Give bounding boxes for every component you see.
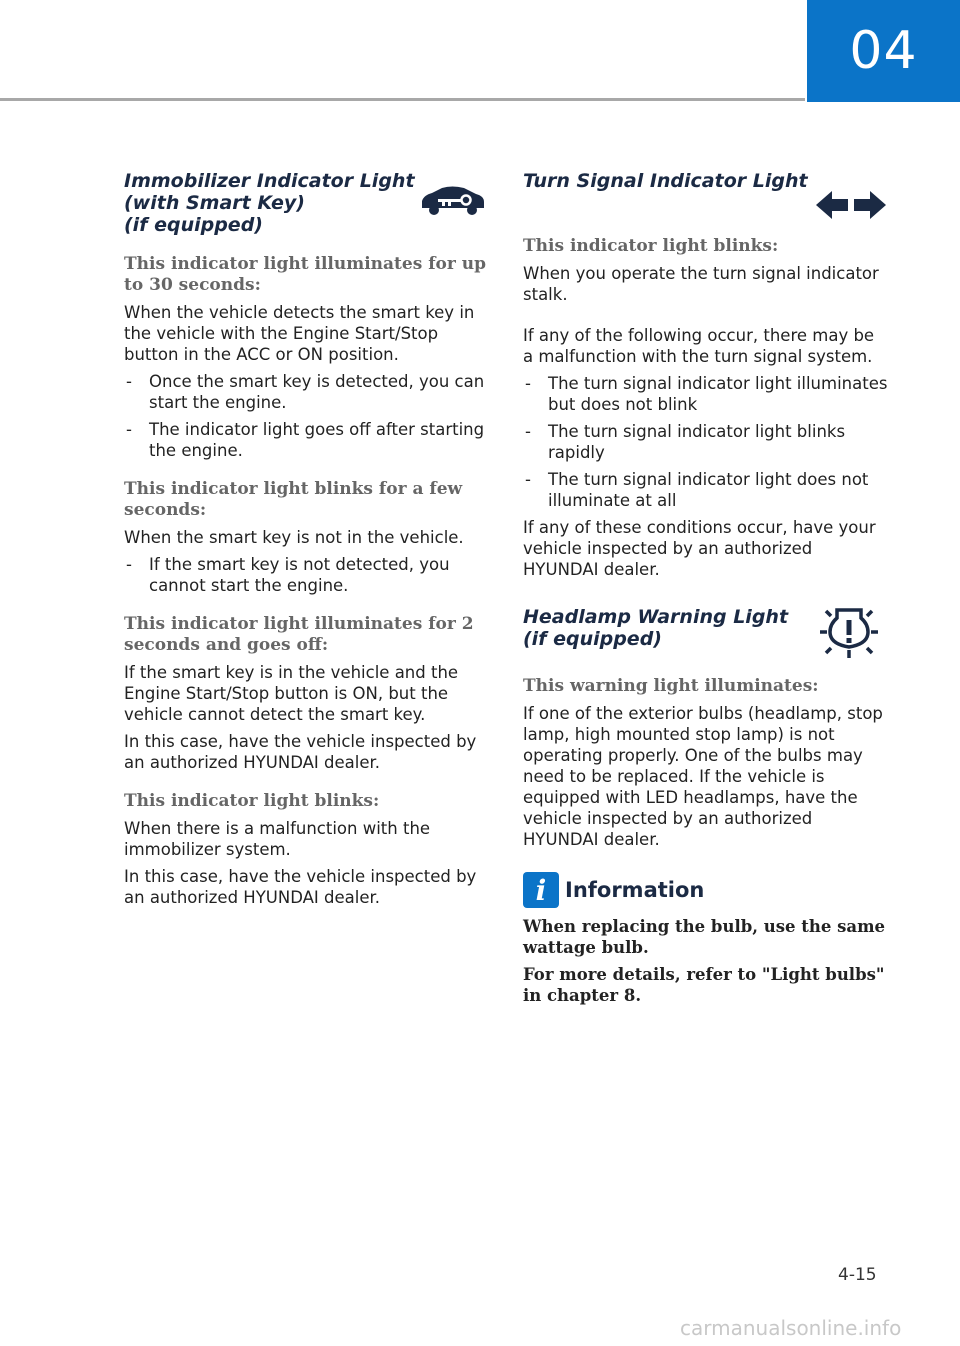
paragraph: If one of the exterior bulbs (headlamp, stop lamp, high mounted stop lamp) is not operating properly. One of the bulbs may need to be replaced. If the vehicle is equipped with LED headlamps, have the vehicle inspected by an authorized HYUNDAI dealer. [523, 704, 883, 849]
turn-signal-section-header [523, 170, 888, 192]
paragraph: In this case, have the vehicle inspected by an authorized HYUNDAI dealer. [124, 732, 477, 772]
paragraph: If the smart key is in the vehicle and the Engine Start/Stop button is ON, but the vehicle cannot detect the smart key. [124, 663, 459, 724]
paragraph: In this case, have the vehicle inspected by an authorized HYUNDAI dealer. [124, 867, 477, 907]
subhead: This indicator light illuminates for 2 seconds and goes off: [124, 614, 474, 655]
bullet-item: - The indicator light goes off after starting the engine. [124, 419, 488, 461]
headlamp-warning-icon [818, 600, 880, 660]
paragraph: If any of the following occur, there may be a malfunction with the turn signal system. [523, 326, 875, 366]
information-title: Information [565, 878, 705, 902]
bullet-item: - The turn signal indicator light blinks rapidly [523, 421, 888, 463]
right-column [523, 170, 888, 1012]
turn-signal-title: Turn Signal Indicator Light [523, 170, 808, 192]
bullet-item: - The turn signal indicator light does not illuminate at all [523, 469, 888, 511]
information-header [523, 872, 888, 908]
paragraph: When you operate the turn signal indicator stalk. [523, 264, 879, 304]
page-number: 4-15 [838, 1265, 877, 1285]
chapter-tab: 04 [807, 0, 960, 102]
watermark: carmanualsonline.info [680, 1316, 902, 1340]
paragraph: When the vehicle detects the smart key in the vehicle with the Engine Start/Stop button in the ACC or ON position. [124, 303, 475, 364]
information-icon: i [523, 872, 559, 908]
immobilizer-title: Immobilizer Indicator Light (with Smart Key) (if equipped) [124, 170, 415, 236]
headlamp-title: Headlamp Warning Light (if equipped) [523, 606, 789, 650]
information-text: When replacing the bulb, use the same wattage bulb. [523, 917, 886, 957]
bullet-item: - If the smart key is not detected, you cannot start the engine. [124, 554, 488, 596]
bullet-item: - The turn signal indicator light illuminates but does not blink [523, 373, 888, 415]
paragraph: If any of these conditions occur, have your vehicle inspected by an authorized HYUNDAI dealer. [523, 518, 876, 579]
paragraph: When the smart key is not in the vehicle. [124, 528, 464, 547]
immobilizer-section-header [124, 170, 488, 236]
paragraph: When there is a malfunction with the immobilizer system. [124, 819, 431, 859]
information-text: For more details, refer to "Light bulbs" in chapter 8. [523, 965, 885, 1005]
subhead: This indicator light blinks for a few seconds: [124, 479, 463, 520]
subhead: This warning light illuminates: [523, 676, 819, 696]
bullet-item: - Once the smart key is detected, you can start the engine. [124, 371, 488, 413]
subhead: This indicator light illuminates for up to 30 seconds: [124, 254, 486, 295]
left-column [124, 170, 488, 914]
header-rule [0, 98, 805, 101]
subhead: This indicator light blinks: [523, 236, 779, 256]
subhead: This indicator light blinks: [124, 791, 380, 811]
car-key-icon [418, 184, 488, 218]
turn-signal-arrows-icon [814, 188, 888, 222]
headlamp-section-header [523, 606, 888, 650]
